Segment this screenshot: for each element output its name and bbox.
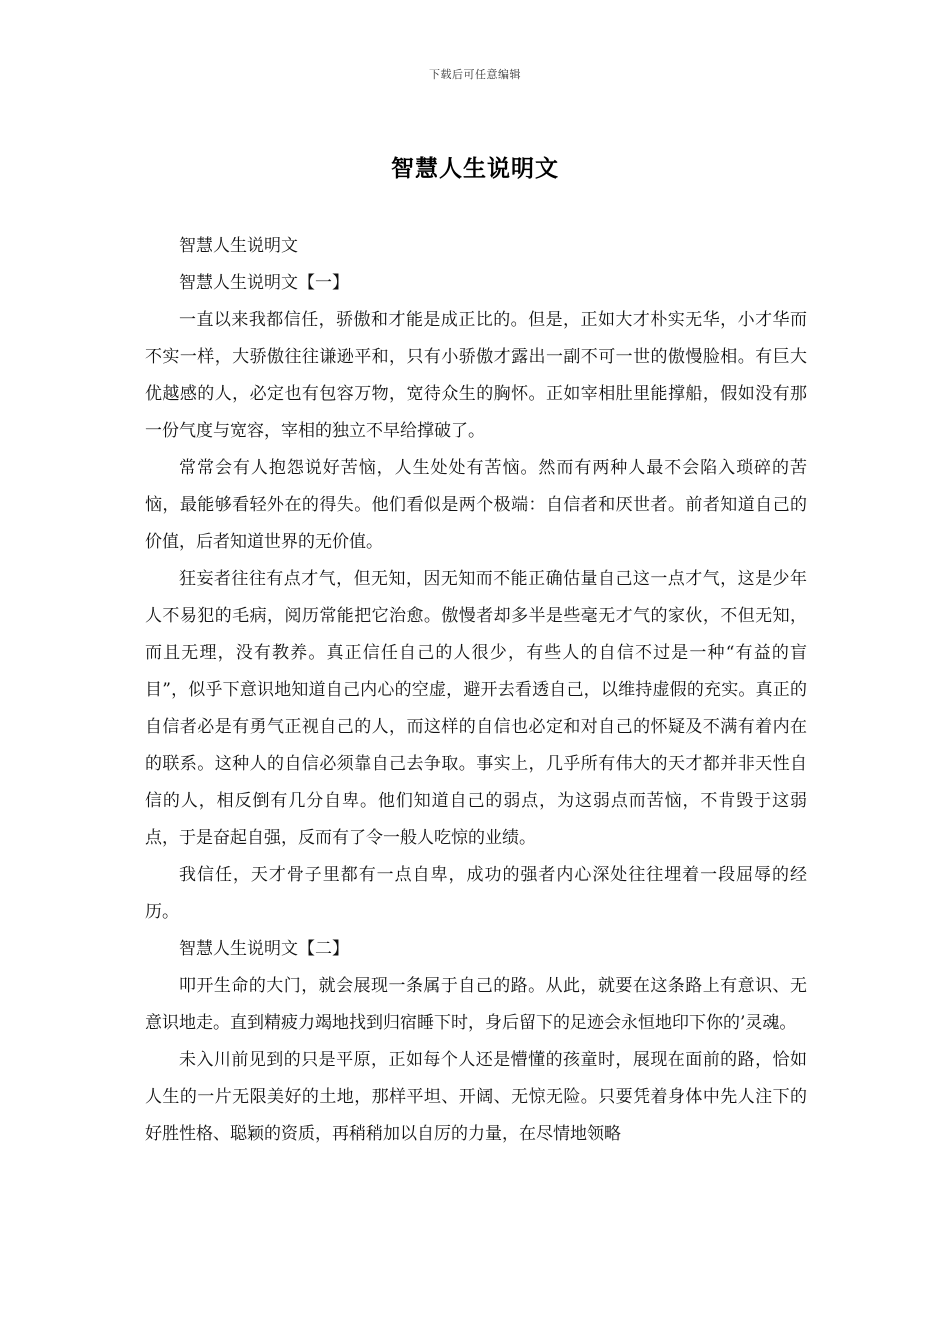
section-heading: 智慧人生说明文【一】 bbox=[179, 273, 349, 293]
body-paragraph: 我信任，天才骨子里都有一点自卑，成功的强者内心深处往往埋着一段屈辱的经历。 bbox=[145, 865, 807, 922]
body-paragraph: 常常会有人抱怨说好苦恼，人生处处有苦恼。然而有两种人最不会陷入琐碎的苦恼，最能够看轻外在的得失。他们看似是两个极端：自信者和厌世者。前者知道自己的价值，后者知道世界的无价值。 bbox=[145, 458, 807, 552]
body-paragraph: 智慧人生说明文 bbox=[179, 236, 298, 256]
body-paragraph: 未入川前见到的只是平原，正如每个人还是懵懂的孩童时，展现在面前的路，恰如人生的一片无限美好的土地，那样平坦、开阔、无惊无险。只要凭着身体中先人注下的好胜性格、聪颖的资质，再稍稍加以自厉的力量，在尽情地领略 bbox=[145, 1050, 807, 1144]
section-heading: 智慧人生说明文【二】 bbox=[179, 939, 349, 959]
document-title: 智慧人生说明文 bbox=[391, 155, 559, 182]
body-paragraph: 狂妄者往往有点才气，但无知，因无知而不能正确估量自己这一点才气，这是少年人不易犯的毛病，阅历常能把它治愈。傲慢者却多半是些毫无才气的家伙，不但无知，而且无理，没有教养。真正信任自己的人很少，有些人的自信不过是一种“有益的盲目”，似乎下意识地知道自己内心的空虚，避开去看透自己，以维持虚假的充实。真正的自信者必是有勇气正视自己的人，而这样的自信也必定和对自己的怀疑及不满有着内在的联系。这种人的自信必须靠自己去争取。事实上，几乎所有伟大的天才都并非天性自信的人，相反倒有几分自卑。他们知道自己的弱点，为这弱点而苦恼，不肯毁于这弱点，于是奋起自强，反而有了令一般人吃惊的业绩。 bbox=[145, 569, 807, 848]
document-body bbox=[145, 228, 807, 1153]
header-note: 下载后可任意编辑 bbox=[429, 68, 521, 81]
body-paragraph: 一直以来我都信任，骄傲和才能是成正比的。但是，正如大才朴实无华，小才华而不实一样，大骄傲往往谦逊平和，只有小骄傲才露出一副不可一世的傲慢脸相。有巨大优越感的人，必定也有包容万物，宽待众生的胸怀。正如宰相肚里能撑船，假如没有那一份气度与宽容，宰相的独立不早给撑破了。 bbox=[145, 310, 807, 441]
body-paragraph: 叩开生命的大门，就会展现一条属于自己的路。从此，就要在这条路上有意识、无意识地走。直到精疲力竭地找到归宿睡下时，身后留下的足迹会永恒地印下你的’灵魂。 bbox=[145, 976, 807, 1033]
